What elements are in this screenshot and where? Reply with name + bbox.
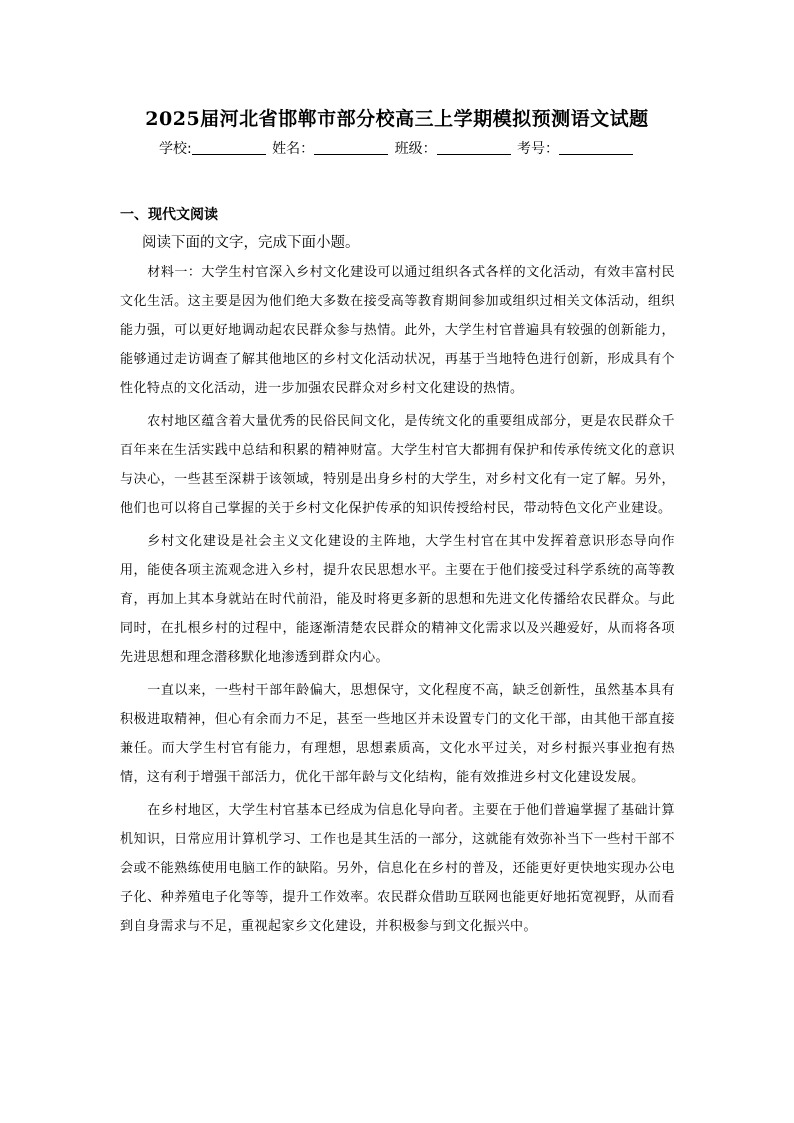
passage-body xyxy=(120,258,675,945)
passage-paragraph: 材料一：大学生村官深入乡村文化建设可以通过组织各式各样的文化活动，有效丰富村民文化生活。这主要是因为他们绝大多数在接受高等教育期间参加或组织过相关文体活动，组织能力强，可以更好地调动起农民群众参与热情。此外，大学生村官普遍具有较强的创新能力，能够通过走访调查了解其他地区的乡村文化活动状况，再基于当地特色进行创新，形成具有个性化特点的文化活动，进一步加强农民群众对乡村文化建设的热情。 xyxy=(120,265,675,396)
reading-instruction: 阅读下面的文字，完成下面小题。 xyxy=(142,235,360,251)
student-info-line xyxy=(0,138,794,158)
class-label: 班级： xyxy=(394,141,437,157)
name-label: 姓名： xyxy=(272,141,315,157)
school-blank[interactable] xyxy=(192,140,266,155)
section-heading: 一、现代文阅读 xyxy=(120,207,218,223)
name-blank[interactable] xyxy=(314,140,388,155)
exam-number-label: 考号： xyxy=(517,141,560,157)
class-blank[interactable] xyxy=(437,140,511,155)
exam-number-blank[interactable] xyxy=(559,140,633,155)
school-label: 学校: xyxy=(158,141,192,157)
passage-paragraph: 乡村文化建设是社会主义文化建设的主阵地，大学生村官在其中发挥着意识形态导向作用，能使各项主流观念进入乡村，提升农民思想水平。主要在于他们接受过科学系统的高等教育，再加上其本身就站在时代前沿，能及时将更多新的思想和先进文化传播给农民群众。与此同时，在扎根乡村的过程中，能逐渐清楚农民群众的精神文化需求以及兴趣爱好，从而将各项先进思想和理念潜移默化地渗透到群众内心。 xyxy=(120,534,675,665)
passage-paragraph: 农村地区蕴含着大量优秀的民俗民间文化，是传统文化的重要组成部分，更是农民群众千百年来在生活实践中总结和积累的精神财富。大学生村官大都拥有保护和传承传统文化的意识与决心，一些甚至深耕于该领域，特别是出身乡村的大学生，对乡村文化有一定了解。另外，他们也可以将自己掌握的关于乡村文化保护传承的知识传授给村民，带动特色文化产业建设。 xyxy=(120,414,675,516)
exam-title: 2025届河北省邯郸市部分校高三上学期模拟预测语文试题 xyxy=(145,108,649,130)
passage-paragraph: 一直以来，一些村干部年龄偏大，思想保守，文化程度不高，缺乏创新性，虽然基本具有积极进取精神，但心有余而力不足，甚至一些地区并未设置专门的文化干部，由其他干部直接兼任。而大学生村官有能力，有理想，思想素质高，文化水平过关，对乡村振兴事业抱有热情，这有利于增强干部活力，优化干部年龄与文化结构，能有效推进乡村文化建设发展。 xyxy=(120,683,675,785)
passage-paragraph: 在乡村地区，大学生村官基本已经成为信息化导向者。主要在于他们普遍掌握了基础计算机知识，日常应用计算机学习、工作也是其生活的一部分，这就能有效弥补当下一些村干部不会或不能熟练使用电脑工作的缺陷。另外，信息化在乡村的普及，还能更好更快地实现办公电子化、种养殖电子化等等，提升工作效率。农民群众借助互联网也能更好地拓宽视野，从而看到自身需求与不足，重视起家乡文化建设，并积极参与到文化振兴中。 xyxy=(120,803,675,934)
